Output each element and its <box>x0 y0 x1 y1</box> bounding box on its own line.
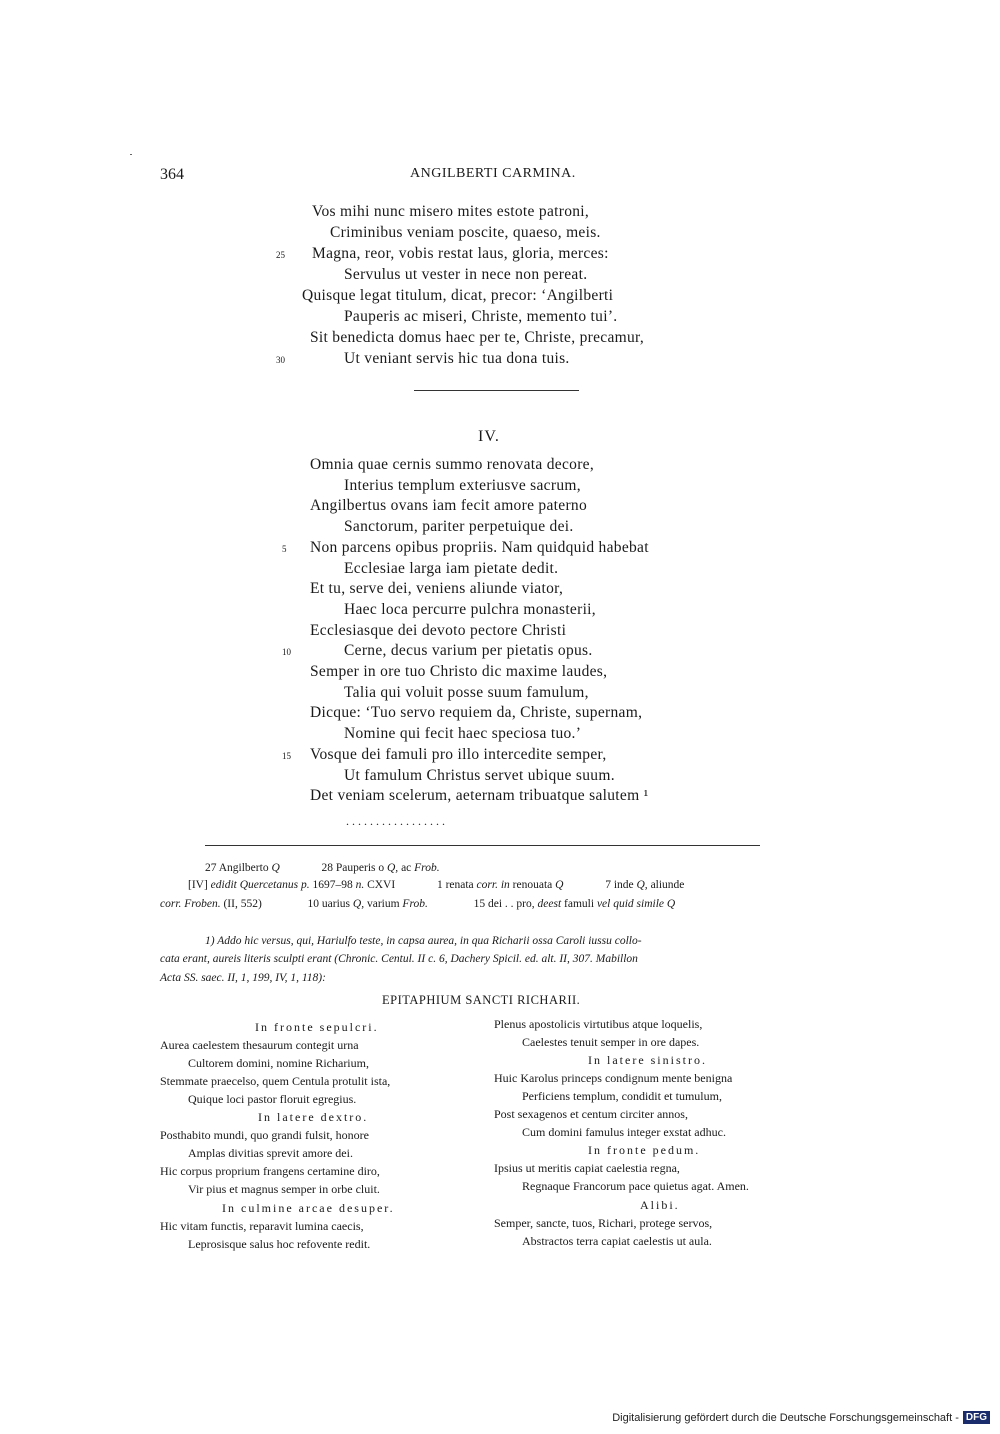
poem-iv-line: Interius templum exteriusve sacrum, <box>344 476 581 494</box>
poem-iv-line-number: 10 <box>282 647 291 658</box>
poem-end-line: Criminibus veniam poscite, quaeso, meis. <box>330 224 601 241</box>
poem-iv-line: Ut famulum Christus servet ubique suum. <box>344 766 615 784</box>
epitaph-verse-line: Hic vitam functis, reparavit lumina caecis, <box>160 1218 364 1233</box>
poem-iv-line: Det veniam scelerum, aeternam tribuatque salutem ¹ <box>310 787 649 805</box>
footnote-line-2: cata erant, aureis literis sculpti erant (Chronic. Centul. II c. 6, Dachery Spicil. ed. alt. II, 307. Mabillon <box>160 953 638 965</box>
epitaph-verse-line: Amplas divitias sprevit amore dei. <box>188 1146 353 1161</box>
poem-iv-line: Haec loca percurre pulchra monasterii, <box>344 600 596 618</box>
epitaph-section-heading: In latere dextro. <box>258 1110 369 1125</box>
epitaph-verse-line: Ipsius ut meritis capiat caelestia regna, <box>494 1161 680 1176</box>
dfg-logo: DFG <box>963 1411 990 1424</box>
poem-iv-line: Angilbertus ovans iam fecit amore paterno <box>310 497 588 515</box>
apparatus-line-3: corr. Froben. (II, 552) 10 uarius Q, varium Frob. 15 dei . . pro, deest famuli vel quid simile Q <box>160 898 676 910</box>
epitaph-verse-line: Plenus apostolicis virtutibus atque loquelis, <box>494 1017 703 1031</box>
poem-iv-line: Nomine qui fecit haec speciosa tuo.’ <box>344 725 582 743</box>
poem-iv-line: Omnia quae cernis summo renovata decore, <box>310 456 595 473</box>
poem-end-line-number: 30 <box>276 355 285 365</box>
poem-iv-line: Vosque dei famuli pro illo intercedite semper, <box>310 745 607 763</box>
poem-end-line: Vos mihi nunc misero mites estote patroni, <box>312 203 590 220</box>
epitaph-title: EPITAPHIUM SANCTI RICHARII. <box>382 993 581 1007</box>
epitaph-section-heading: In culmine arcae desuper. <box>222 1200 395 1215</box>
poem-iv-line: Ecclesiae larga iam pietate dedit. <box>344 559 559 577</box>
apparatus-line-1: 27 Angilberto Q 28 Pauperis o Q, ac Frob. <box>205 862 440 874</box>
epitaph-verse-line: Vir pius et magnus semper in orbe cluit. <box>188 1182 380 1197</box>
poem-iv-line: Semper in ore tuo Christo dic maxime laudes, <box>310 663 608 680</box>
apparatus-rule <box>205 845 760 846</box>
poem-end-line: Servulus ut vester in nece non pereat. <box>344 266 588 283</box>
footer-text: Digitalisierung gefördert durch die Deutsche Forschungsgemeinschaft - <box>612 1411 959 1424</box>
epitaph-section-heading: In fronte sepulcri. <box>255 1020 379 1034</box>
footer-credit <box>612 1411 990 1424</box>
poem-iv-line: Sanctorum, pariter perpetuique dei. <box>344 518 574 536</box>
poem-iv-line: Non parcens opibus propriis. Nam quidquid habebat <box>310 538 649 556</box>
poem-iv-line: Et tu, serve dei, veniens aliunde viator, <box>310 580 564 598</box>
epitaph-verse-line: Abstractos terra capiat caelestis ut aula. <box>522 1233 712 1248</box>
poem-end-line-number: 25 <box>276 250 285 260</box>
footnote-line-1: 1) Addo hic versus, qui, Hariulfo teste, in capsa aurea, in qua Richarii ossa Caroli iussu collo- <box>205 935 642 947</box>
running-title: ANGILBERTI CARMINA. <box>410 166 576 181</box>
poem-end-line: Pauperis ac miseri, Christe, memento tui’. <box>344 308 618 325</box>
epitaph-verse-line: Hic corpus proprium frangens certamine diro, <box>160 1164 380 1179</box>
section-title: IV. <box>478 428 500 445</box>
poem-end-line: Sit benedicta domus haec per te, Christe, precamur, <box>310 329 645 346</box>
epitaph-verse-line: Aurea caelestem thesaurum contegit urna <box>160 1038 359 1053</box>
epitaph-verse-line: Quique loci pastor floruit egregius. <box>188 1092 357 1107</box>
poem-iv-line-number: 5 <box>282 543 287 554</box>
epitaph-verse-line: Posthabito mundi, quo grandi fulsit, honore <box>160 1128 369 1143</box>
epitaph-section-heading: In latere sinistro. <box>588 1053 707 1068</box>
poem-end-line: Ut veniant servis hic tua dona tuis. <box>344 350 570 367</box>
poem-iv-line: Talia qui voluit posse suum famulum, <box>344 683 589 701</box>
poem-iv-line: Dicque: ‘Tuo servo requiem da, Christe, supernam, <box>310 704 643 722</box>
epitaph-verse-line: Cultorem domini, nomine Richarium, <box>188 1056 369 1071</box>
poem-end-line: Magna, reor, vobis restat laus, gloria, merces: <box>312 245 609 262</box>
epitaph-verse-line: Stemmate praecelso, quem Centula protulit ista, <box>160 1074 391 1089</box>
section-divider <box>414 390 579 391</box>
poem-iv-line-number: 15 <box>282 750 291 761</box>
epitaph-verse-line: Perficiens templum, condidit et tumulum, <box>522 1089 722 1104</box>
epitaph-verse-line: Regnaque Francorum pace quietus agat. Amen. <box>522 1179 749 1194</box>
footnote-line-3: Acta SS. saec. II, 1, 199, IV, 1, 118): <box>160 972 326 984</box>
apparatus-line-2: [IV] edidit Quercetanus p. 1697–98 n. CXVI 1 renata corr. in renouata Q 7 inde Q, aliunde <box>188 879 685 891</box>
poem-end-line: Quisque legat titulum, dicat, precor: ‘Angilberti <box>302 287 614 304</box>
epitaph-verse-line: Cum domini famulus integer exstat adhuc. <box>522 1125 726 1140</box>
ellipsis-row: . . . . . . . . . . . . . . . . . <box>346 814 445 828</box>
poem-iv-line: Ecclesiasque dei devoto pectore Christi <box>310 621 567 639</box>
epitaph-section-heading: Alibi. <box>640 1197 680 1212</box>
scan-mark <box>130 154 132 155</box>
epitaph-verse-line: Huic Karolus princeps condignum mente benigna <box>494 1071 733 1086</box>
epitaph-verse-line: Leprosisque salus hoc refovente redit. <box>188 1236 371 1251</box>
poem-iv-line: Cerne, decus varium per pietatis opus. <box>344 642 593 660</box>
page-number: 364 <box>160 166 184 183</box>
epitaph-section-heading: In fronte pedum. <box>588 1143 701 1158</box>
epitaph-verse-line: Caelestes tenuit semper in ore dapes. <box>522 1035 700 1050</box>
epitaph-verse-line: Semper, sancte, tuos, Richari, protege servos, <box>494 1215 713 1230</box>
epitaph-verse-line: Post sexagenos et centum circiter annos, <box>494 1107 688 1122</box>
